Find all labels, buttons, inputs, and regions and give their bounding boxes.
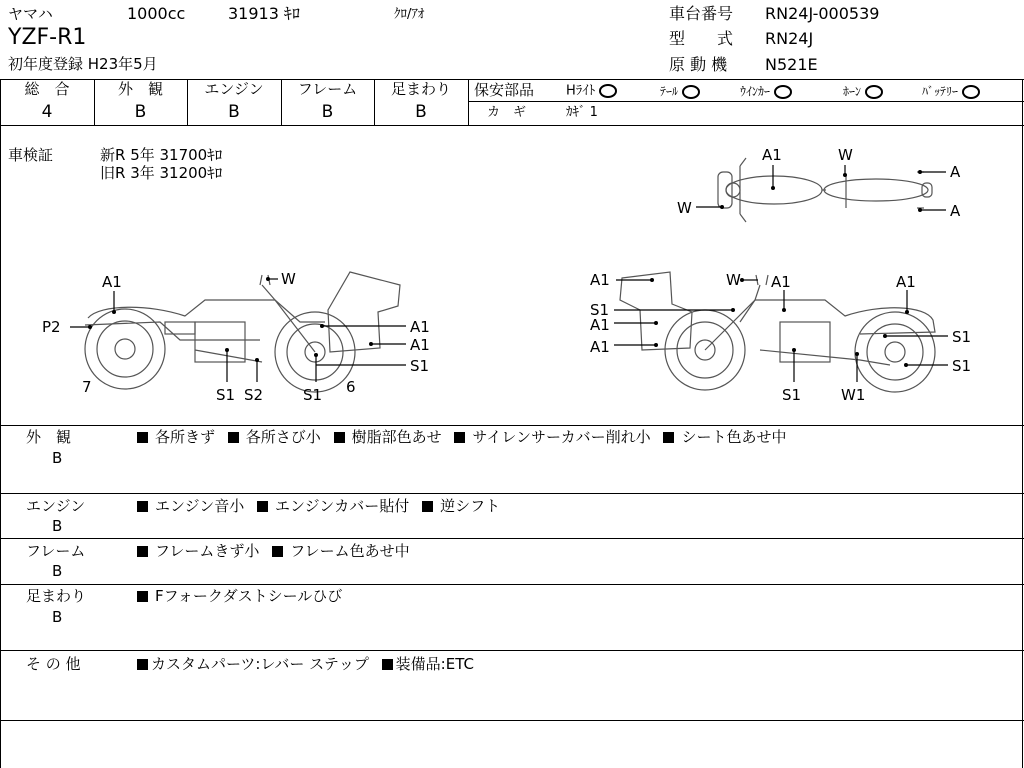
diagram-label: A1 [590,316,610,334]
diagram-label: 7 [82,378,92,396]
chassis-label: 車台番号 [669,4,734,23]
diagram-label: S1 [952,357,972,375]
top-view-bike [718,158,932,222]
remark-item: 装備品:ETC [382,655,474,673]
inspection-label: 車検証 [8,146,54,164]
safety-tail: ﾃｰﾙ [660,85,700,99]
remark-item: 各所きず [137,428,215,446]
remark-items-suspension [137,589,342,604]
type-label: 型 式 [669,29,734,48]
grade-frame-value: B [321,102,334,122]
diagram-label: S1 [303,386,323,404]
grade-exterior-value: B [134,102,147,122]
diagram-label: S2 [244,386,264,404]
remark-item: サイレンサーカバー削れ小 [454,428,650,446]
remark-grade-frame: B [52,562,63,580]
color: ｸﾛ/ｱｵ [394,7,425,22]
safety-horn: ﾎｰﾝ [843,85,883,99]
bullet-icon [382,659,393,670]
grade-engine-value: B [228,102,240,122]
remark-items-frame [137,544,410,559]
bullet-icon [454,432,465,443]
diagram-label: A1 [771,273,791,291]
type-value: RN24J [765,29,814,48]
remark-item: フレーム色あせ中 [272,542,409,560]
bullet-icon [137,659,148,670]
diagram-label: S1 [782,386,802,404]
bullet-icon [257,501,268,512]
diagram-label: W [838,146,853,164]
remark-item: 樹脂部色あせ [334,428,442,446]
bullet-icon [663,432,674,443]
remark-label-suspension: 足まわり [26,587,87,605]
remark-label-frame: フレーム [26,542,86,560]
safety-winker: ｳｲﾝｶｰ [740,85,792,99]
grade-overall-value: 4 [41,102,53,122]
check-ok-icon [962,85,980,99]
check-ok-icon [599,84,617,98]
remark-label-engine: エンジン [26,497,86,515]
remark-grade-exterior: B [52,449,63,467]
grade-frame-label: フレーム [297,80,358,98]
model-name: YZF-R1 [8,25,87,50]
remark-item: Fフォークダストシールひび [137,587,342,605]
safety-battery: ﾊﾞｯﾃﾘｰ [922,85,980,99]
diagram-label: A [950,202,961,220]
left-side-bike [85,272,400,392]
diagram-label: A1 [762,146,782,164]
inspection-new: 新R 5年 31700ｷﾛ [100,146,223,164]
grade-suspension-label: 足まわり [390,80,451,98]
remark-item: 各所さび小 [228,428,321,446]
key-value: ｶｷﾞ 1 [566,105,598,120]
grade-overall-label: 総 合 [24,80,70,98]
bullet-icon [422,501,433,512]
diagram-label: 6 [346,378,356,396]
diagram-label: W [677,199,692,217]
diagram-label: A1 [102,273,122,291]
diagram-label: A1 [590,338,610,356]
engine-label: 原 動 機 [669,55,728,74]
remark-grade-engine: B [52,517,63,535]
remark-label-exterior: 外 観 [26,428,72,446]
bullet-icon [137,432,148,443]
diagram-label: A1 [896,273,916,291]
first-registration: 初年度登録 H23年5月 [8,55,158,73]
bullet-icon [272,546,283,557]
grade-suspension-value: B [415,102,427,122]
diagram-label: W [726,271,741,289]
bullet-icon [228,432,239,443]
check-ok-icon [865,85,883,99]
diagram-label: A1 [590,271,610,289]
inspection-old: 旧R 3年 31200ｷﾛ [100,164,223,182]
bullet-icon [137,501,148,512]
remark-item: 逆シフト [422,497,500,515]
key-label: カ ギ [487,105,527,120]
remark-item: シート色あせ中 [663,428,786,446]
diagram-label: A1 [410,318,430,336]
remark-items-engine [137,499,500,514]
diagram-label: S1 [590,301,610,319]
safety-label: 保安部品 [474,81,535,99]
diagram-label: W1 [841,386,866,404]
remark-item: カスタムパーツ:レバー ステップ [137,655,369,673]
bullet-icon [137,591,148,602]
diagram-label: W [281,270,296,288]
bullet-icon [137,546,148,557]
diagram-label: A [950,163,961,181]
remark-label-other: そ の 他 [26,655,81,673]
grade-exterior-label: 外 観 [117,80,163,98]
remark-items-other [137,657,474,672]
check-ok-icon [682,85,700,99]
bullet-icon [334,432,345,443]
safety-headlight: Hﾗｲﾄ [566,84,617,98]
chassis-value: RN24J-000539 [765,4,880,23]
remark-items-exterior [137,430,786,445]
check-ok-icon [774,85,792,99]
remark-item: エンジン音小 [137,497,244,515]
grade-engine-label: エンジン [204,80,264,98]
diagram-label: P2 [42,318,61,336]
remark-grade-suspension: B [52,608,63,626]
diagram-label: A1 [410,336,430,354]
diagram-label: S1 [410,357,430,375]
mileage: 31913 ｷﾛ [228,4,300,23]
remark-item: エンジンカバー貼付 [257,497,409,515]
engine-value: N521E [765,55,818,74]
displacement: 1000cc [127,4,186,23]
diagram-label: S1 [216,386,236,404]
remark-item: フレームきず小 [137,542,259,560]
maker: ヤマハ [8,5,53,23]
damage-diagram [0,125,1024,425]
diagram-label: S1 [952,328,972,346]
